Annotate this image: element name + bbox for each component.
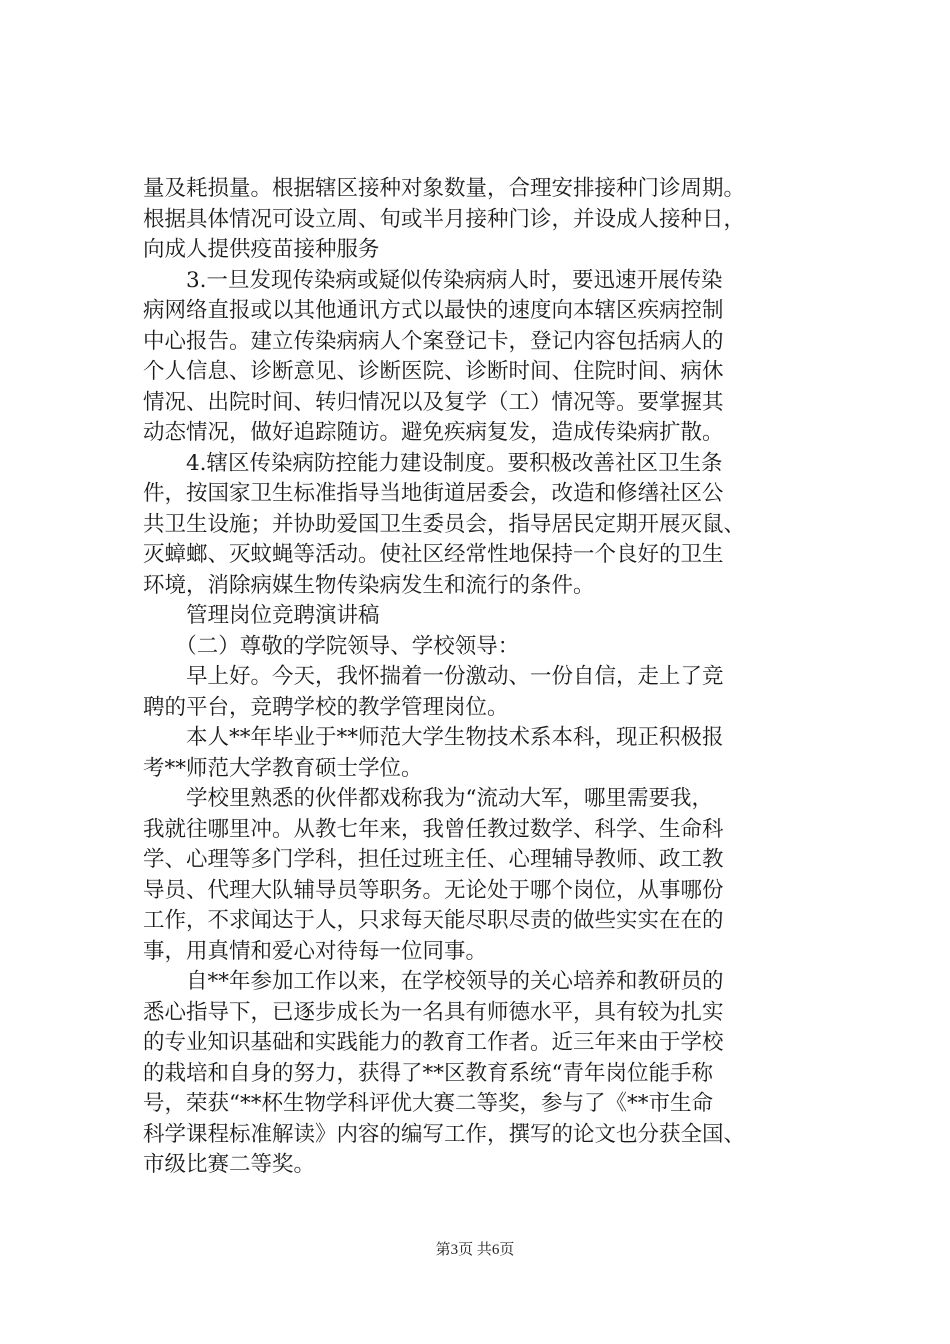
text-line: 我就往哪里冲。从教七年来，我曾任教过数学、科学、生命科 (143, 816, 724, 842)
text-line: 个人信息、诊断意见、诊断医院、诊断时间、住院时间、病休 (143, 359, 724, 384)
text-line: 早上好。今天，我怀揣着一份激动、一份自信，走上了竞 (143, 664, 724, 689)
text-line: 导员、代理大队辅导员等职务。无论处于哪个岗位，从事哪份 (143, 877, 724, 903)
text-line: 中心报告。建立传染病病人个案登记卡，登记内容包括病人的 (143, 328, 724, 354)
text-line: 聘的平台，竞聘学校的教学管理岗位。 (143, 694, 509, 720)
text-line: 向成人提供疫苗接种服务 (143, 237, 380, 262)
text-line: 根据具体情况可设立周、旬或半月接种门诊，并设成人接种日， (143, 206, 746, 232)
page-footer: 第3页 共6页 (435, 1242, 515, 1258)
text-line: 自**年参加工作以来，在学校领导的关心培养和教研员的 (143, 969, 724, 994)
text-line: 灭蟑螂、灭蚊蝇等活动。使社区经常性地保持一个良好的卫生 (143, 542, 724, 567)
text-line: 的栽培和自身的努力，获得了**区教育系统“青年岗位能手称 (143, 1060, 713, 1086)
text-line: 的专业知识基础和实践能力的教育工作者。近三年来由于学校 (143, 1030, 724, 1055)
text-line: （二）尊敬的学院领导、学校领导： (143, 633, 520, 659)
text-line: 共卫生设施；并协助爱国卫生委员会，指导居民定期开展灭鼠、 (143, 511, 746, 537)
text-line: 学校里熟悉的伙伴都戏称我为“流动大军，哪里需要我， (143, 786, 713, 811)
text-line: 本人**年毕业于**师范大学生物技术系本科，现正积极报 (143, 725, 724, 750)
text-line: 3.一旦发现传染病或疑似传染病病人时，要迅速开展传染 (143, 267, 723, 293)
text-line: 4.辖区传染病防控能力建设制度。要积极改善社区卫生条 (143, 450, 723, 476)
text-line: 号，荣获“**杯生物学科评优大赛二等奖，参与了《**市生命 (143, 1091, 713, 1116)
text-line: 件，按国家卫生标准指导当地街道居委会，改造和修缮社区公 (143, 481, 724, 506)
text-line: 动态情况，做好追踪随访。避免疾病复发，造成传染病扩散。 (143, 420, 724, 445)
text-line: 市级比赛二等奖。 (143, 1152, 316, 1177)
text-line: 悉心指导下，已逐步成长为一名具有师德水平，具有较为扎实 (143, 999, 724, 1025)
text-line: 考**师范大学教育硕士学位。 (143, 755, 423, 781)
text-line: 病网络直报或以其他通讯方式以最快的速度向本辖区疾病控制 (143, 298, 724, 323)
text-line: 学、心理等多门学科，担任过班主任、心理辅导教师、政工教 (143, 847, 724, 872)
text-line: 管理岗位竞聘演讲稿 (143, 603, 380, 628)
text-line: 环境，消除病媒生物传染病发生和流行的条件。 (143, 572, 595, 598)
text-line: 量及耗损量。根据辖区接种对象数量，合理安排接种门诊周期。 (143, 176, 746, 201)
document-body (143, 174, 833, 1181)
text-line: 事，用真情和爱心对待每一位同事。 (143, 938, 488, 964)
text-line: 科学课程标准解读》内容的编写工作，撰写的论文也分获全国、 (143, 1121, 746, 1147)
text-line: 情况、出院时间、转归情况以及复学（工）情况等。要掌握其 (143, 389, 724, 415)
text-line: 工作，不求闻达于人，只求每天能尽职尽责的做些实实在在的 (143, 908, 724, 933)
